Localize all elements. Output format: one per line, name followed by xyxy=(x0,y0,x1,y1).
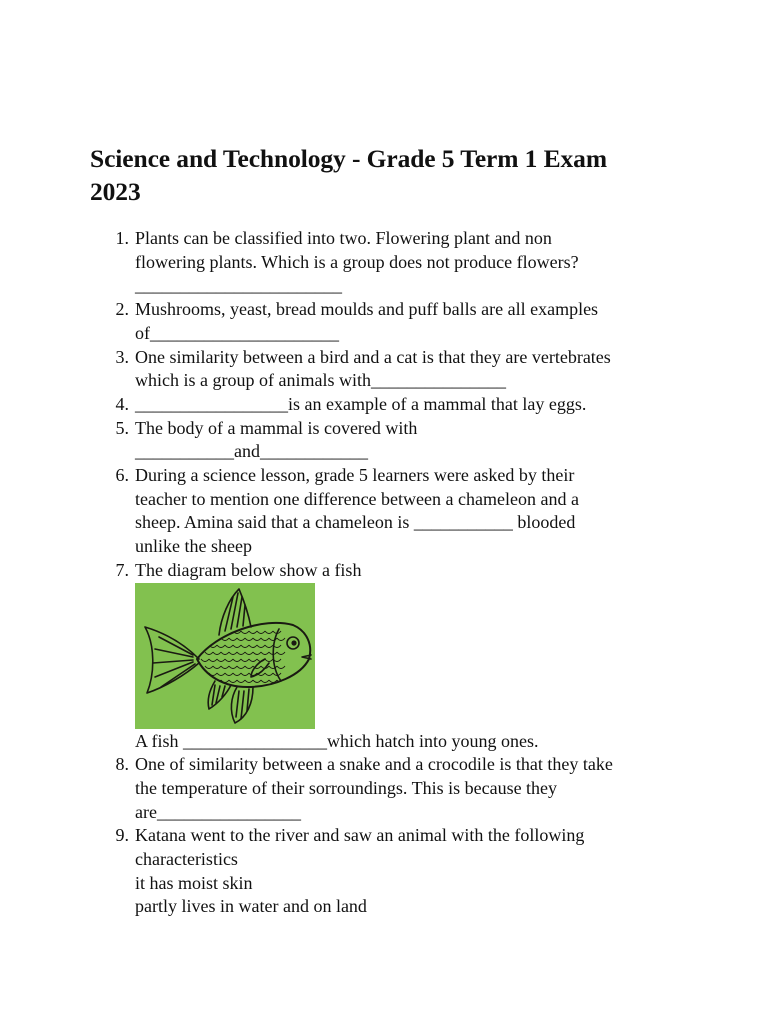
question-text-line: Mushrooms, yeast, bread moulds and puff balls are all examples xyxy=(135,299,599,320)
question-7 xyxy=(0,559,675,753)
question-text-line: flowering plants. Which is a group does not produce flowers? xyxy=(135,251,579,272)
question-text-line: Plants can be classified into two. Flowering plant and non xyxy=(135,228,552,248)
answer-blank: _______________________ xyxy=(135,275,342,296)
question-number: 5. xyxy=(115,417,129,438)
question-text-line: sheep. Amina said that a chameleon is ___________ blooded xyxy=(135,512,576,533)
question-1 xyxy=(0,227,675,298)
exam-title xyxy=(90,142,690,208)
exam-title-line-2: 2023 xyxy=(90,177,141,206)
question-text-line: are________________ xyxy=(135,801,301,822)
question-text-line: which is a group of animals with_______________ xyxy=(135,370,506,391)
question-number: 9. xyxy=(115,825,129,846)
question-number: 7. xyxy=(115,559,129,580)
question-4 xyxy=(0,393,675,417)
question-text-line: _________________is an example of a mammal that lay eggs. xyxy=(135,393,587,414)
question-text-line: One of similarity between a snake and a crocodile is that they take xyxy=(135,754,613,775)
question-text-line: the temperature of their sorroundings. This is because they xyxy=(135,777,558,798)
question-text-line: unlike the sheep xyxy=(135,536,252,557)
question-text-line: teacher to mention one difference between a chameleon and a xyxy=(135,488,579,509)
question-text-line: One similarity between a bird and a cat is that they are vertebrates xyxy=(135,346,611,367)
question-text-line: Katana went to the river and saw an animal with the following xyxy=(135,825,585,846)
question-3 xyxy=(0,346,675,393)
question-2 xyxy=(0,298,675,345)
question-8 xyxy=(0,753,675,824)
question-text-line: of_____________________ xyxy=(135,322,339,343)
question-number: 6. xyxy=(115,465,129,486)
question-text-line: The body of a mammal is covered with xyxy=(135,417,418,438)
question-text-line: it has moist skin xyxy=(135,872,253,893)
question-text-line: The diagram below show a fish xyxy=(135,559,362,580)
question-number: 1. xyxy=(115,228,129,248)
question-text-line: ___________and____________ xyxy=(135,441,368,462)
exam-title-line-1: Science and Technology - Grade 5 Term 1 Exam xyxy=(90,144,607,173)
question-9 xyxy=(0,824,675,919)
fish-diagram xyxy=(135,583,315,729)
fish-diagram-background xyxy=(135,583,315,729)
question-number: 3. xyxy=(115,346,129,367)
question-number: 8. xyxy=(115,754,129,775)
question-list xyxy=(0,227,768,919)
question-text-line: partly lives in water and on land xyxy=(135,896,367,917)
question-number: 2. xyxy=(115,299,129,320)
question-text-line: A fish ________________which hatch into young ones. xyxy=(135,730,539,751)
question-number: 4. xyxy=(115,393,129,414)
question-text-line: characteristics xyxy=(135,849,238,870)
question-5 xyxy=(0,417,675,464)
question-text-line: During a science lesson, grade 5 learners were asked by their xyxy=(135,465,575,486)
question-6 xyxy=(0,464,675,559)
